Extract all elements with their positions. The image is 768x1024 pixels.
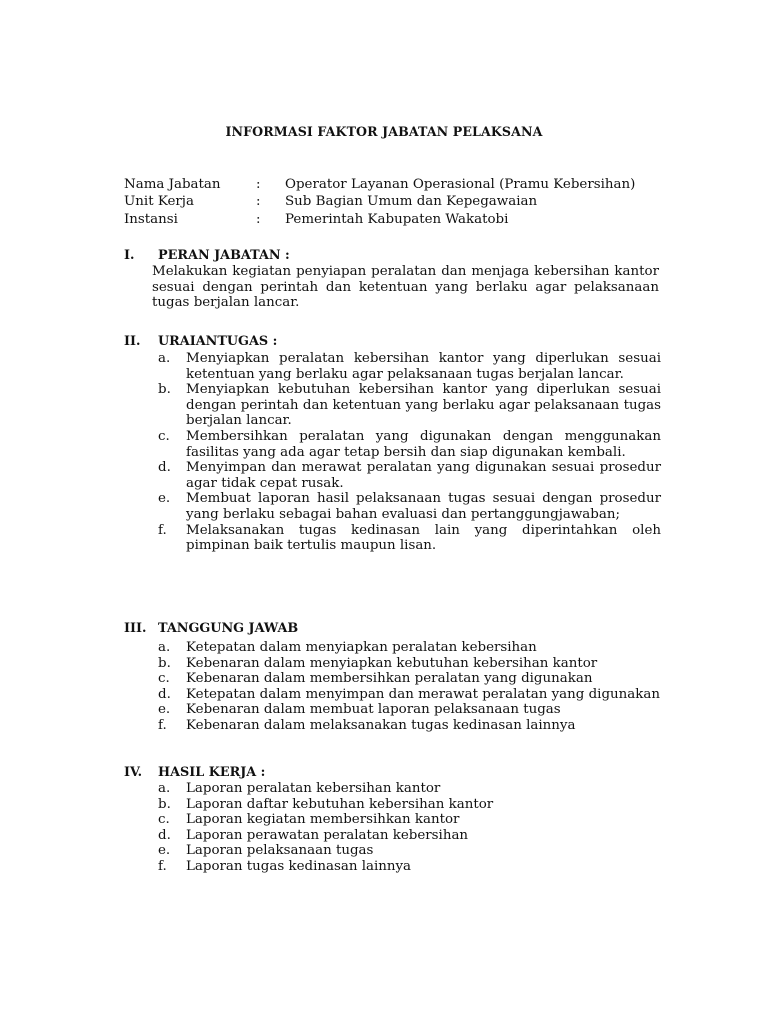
list-item — [158, 429, 661, 460]
work-result-list — [158, 781, 661, 875]
info-colon: : — [256, 177, 261, 192]
item-text: Laporan perawatan peralatan kebersihan — [186, 827, 469, 843]
info-label: Instansi — [124, 212, 178, 227]
info-value: Operator Layanan Operasional (Pramu Kebersihan) — [285, 177, 636, 192]
item-text: Laporan peralatan kebersihan kantor — [186, 781, 441, 796]
list-item — [158, 781, 661, 797]
item-text: Menyimpan dan merawat peralatan yang digunakan sesuai prosedur agar tidak cepat rusak. — [186, 460, 661, 491]
list-item — [158, 702, 661, 718]
list-item — [158, 382, 661, 429]
item-letter: e. — [158, 702, 171, 718]
list-item — [158, 656, 661, 672]
item-letter: a. — [158, 781, 171, 796]
item-text: Menyiapkan peralatan kebersihan kantor yang diperlukan sesuai ketentuan yang berlaku agar pelaksanaan tugas berjalan lancar. — [186, 351, 661, 382]
item-letter: a. — [158, 351, 171, 366]
section-number: II. — [124, 334, 141, 349]
item-text: Laporan tugas kedinasan lainnya — [186, 858, 412, 874]
item-text: Ketepatan dalam menyimpan dan merawat peralatan yang digunakan — [186, 686, 660, 702]
item-text: Laporan daftar kebutuhan kebersihan kantor — [186, 796, 494, 812]
item-letter: b. — [158, 382, 171, 398]
list-item — [158, 351, 661, 382]
list-item — [158, 812, 661, 828]
info-value: Pemerintah Kabupaten Wakatobi — [285, 212, 509, 227]
section-title: HASIL KERJA : — [158, 765, 266, 780]
list-item — [158, 718, 661, 734]
list-item — [158, 797, 661, 813]
item-text: Ketepatan dalam menyiapkan peralatan kebersihan — [186, 640, 537, 655]
info-label: Nama Jabatan — [124, 177, 221, 192]
item-letter: a. — [158, 640, 171, 655]
list-item — [158, 491, 661, 522]
section-paragraph: Melakukan kegiatan penyiapan peralatan dan menjaga kebersihan kantor sesuai dengan perintah dan ketentuan yang berlaku agar pelaksanaan tugas berjalan lancar. — [152, 264, 659, 311]
item-text: Kebenaran dalam membersihkan peralatan yang digunakan — [186, 671, 593, 687]
item-letter: c. — [158, 671, 170, 687]
list-item — [158, 687, 661, 703]
list-item — [158, 523, 661, 554]
list-item — [158, 640, 661, 656]
item-letter: f. — [158, 858, 167, 874]
info-colon: : — [256, 212, 261, 227]
section-number: III. — [124, 621, 147, 636]
section-number: I. — [124, 248, 135, 263]
item-letter: d. — [158, 827, 171, 843]
responsibility-list — [158, 640, 661, 734]
item-letter: b. — [158, 796, 171, 812]
list-item — [158, 671, 661, 687]
item-letter: c. — [158, 812, 170, 828]
item-text: Laporan pelaksanaan tugas — [186, 843, 374, 859]
list-item — [158, 828, 661, 844]
item-letter: d. — [158, 460, 171, 476]
item-letter: e. — [158, 491, 171, 507]
item-text: Kebenaran dalam melaksanakan tugas kedinasan lainnya — [186, 717, 576, 733]
item-letter: c. — [158, 428, 170, 444]
list-item — [158, 859, 661, 875]
item-text: Kebenaran dalam menyiapkan kebutuhan kebersihan kantor — [186, 655, 598, 671]
task-list — [158, 351, 661, 554]
item-letter: f. — [158, 717, 167, 733]
item-letter: e. — [158, 843, 171, 859]
item-text: Melaksanakan tugas kedinasan lain yang diperintahkan oleh pimpinan baik tertulis maupun lisan. — [186, 522, 661, 554]
item-letter: b. — [158, 655, 171, 671]
item-text: Menyiapkan kebutuhan kebersihan kantor yang diperlukan sesuai dengan perintah dan ketentuan yang berlaku agar pelaksanaan tugas berjalan lancar. — [186, 382, 661, 429]
list-item — [158, 843, 661, 859]
item-text: Laporan kegiatan membersihkan kantor — [186, 812, 460, 828]
section-number: IV. — [124, 765, 143, 780]
section-title: URAIANTUGAS : — [158, 334, 278, 349]
section-title: TANGGUNG JAWAB — [158, 621, 299, 636]
list-item — [158, 460, 661, 491]
info-colon: : — [256, 194, 261, 209]
item-text: Kebenaran dalam membuat laporan pelaksanaan tugas — [186, 702, 561, 718]
section-title: PERAN JABATAN : — [158, 248, 290, 263]
item-text: Membersihkan peralatan yang digunakan dengan menggunakan fasilitas yang ada agar tetap bersih dan siap digunakan kembali. — [186, 428, 661, 460]
item-letter: d. — [158, 686, 171, 702]
item-text: Membuat laporan hasil pelaksanaan tugas sesuai dengan prosedur yang berlaku sebagai bahan evaluasi dan pertanggungjawaban; — [186, 491, 661, 522]
document-title: INFORMASI FAKTOR JABATAN PELAKSANA — [225, 124, 543, 139]
item-letter: f. — [158, 522, 167, 538]
info-label: Unit Kerja — [124, 194, 194, 209]
info-value: Sub Bagian Umum dan Kepegawaian — [285, 194, 538, 209]
